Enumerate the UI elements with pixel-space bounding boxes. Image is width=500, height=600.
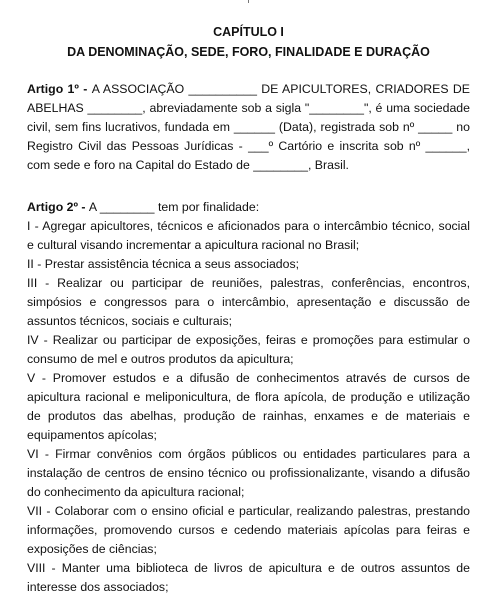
article-1-text: A ASSOCIAÇÃO __________ DE APICULTORES, CRIADORES DE ABELHAS ________, abreviadamente sob a sigla "________", é uma sociedade civil, sem fins lucrativos, fundada em ______ (Data), registrada sob nº _____ no Registro Civil das Pessoas Jurídicas - ___º Cartório e inscrita sob nº ______, com sede e foro na Capital do Estado de ________, Brasil. [27, 82, 470, 172]
article-2-item-iii: III - Realizar ou participar de reuniões, palestras, conferências, encontros, simpósios e congressos para o intercâmbio, apresentação e discussão de assuntos técnicos, sociais e culturais; [27, 276, 470, 328]
article-2-label: Artigo 2º - [27, 200, 89, 214]
article-1 [27, 80, 470, 175]
article-2-intro: A ________ tem por finalidade: [88, 200, 260, 214]
chapter-title: CAPÍTULO I [213, 25, 284, 39]
article-2-item-i: I - Agregar apicultores, técnicos e aficionados para o intercâmbio técnico, social e cultural visando incrementar a apicultura racional no Brasil; [27, 219, 470, 252]
article-2-item-iv: IV - Realizar ou participar de exposições, feiras e promoções para estimular o consumo de mel e outros produtos da apicultura; [27, 333, 470, 366]
page-top-mark [248, 0, 249, 3]
article-2-item-ii: II - Prestar assistência técnica a seus associados; [27, 257, 300, 271]
article-2-item-vii: VII - Colaborar com o ensino oficial e particular, realizando palestras, prestando informações, promovendo cursos e cedendo materiais apícolas para feiras e exposições de ciências; [27, 504, 470, 556]
article-2 [27, 198, 470, 597]
article-1-label: Artigo 1º - [27, 82, 92, 96]
article-2-item-viii: VIII - Manter uma biblioteca de livros de apicultura e de outros assuntos de interesse dos associados; [27, 561, 470, 594]
article-2-heading [27, 198, 470, 217]
article-2-item-v: V - Promover estudos e a difusão de conhecimentos através de cursos de apicultura racional e meliponicultura, de flora apícola, de produção e utilização de produtos das abelhas, produção de rainhas, enxames e de materiais e equipamentos apícolas; [27, 371, 470, 442]
chapter-subtitle: DA DENOMINAÇÃO, SEDE, FORO, FINALIDADE E DURAÇÃO [67, 45, 430, 59]
article-2-item-vi: VI - Firmar convênios com órgãos públicos ou entidades particulares para a instalação de centros de ensino técnico ou profissionalizante, visando a difusão do conhecimento da apicultura racional; [27, 447, 470, 499]
